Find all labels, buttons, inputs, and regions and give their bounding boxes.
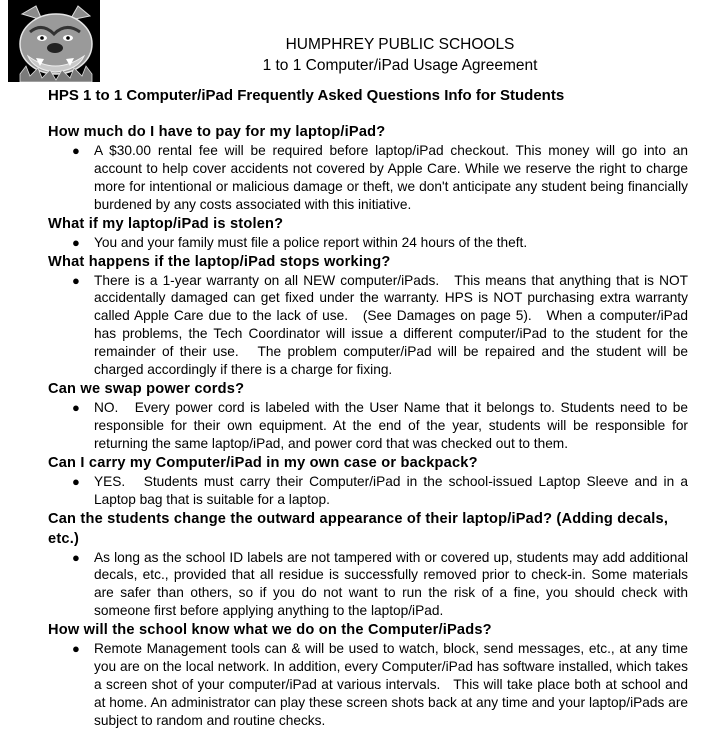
faq-question: How much do I have to pay for my laptop/iPad?	[48, 124, 386, 140]
agreement-title: 1 to 1 Computer/iPad Usage Agreement	[262, 57, 538, 74]
faq-answer-list	[48, 234, 688, 252]
faq-answer: ● NO. Every power cord is labeled with the User Name that it belongs to. Students need to be responsible for their own equipment. At the end of the year, students will be responsible for returning the same laptop/iPad, and power cord that was checked out to them.	[72, 399, 692, 451]
faq-answer-list	[48, 549, 692, 621]
faq-answer: ● YES. Students must carry their Computer/iPad in the school-issued Laptop Sleeve and in a Laptop bag that is suitable for a laptop.	[72, 473, 692, 507]
faq-answer: ● You and your family must file a police report within 24 hours of the theft.	[72, 234, 528, 250]
faq-answer-list	[48, 272, 692, 379]
faq-question: What happens if the laptop/iPad stops working?	[48, 253, 391, 270]
faq-answer: ● There is a 1-year warranty on all NEW computer/iPads. This means that anything that is NOT accidentally damaged can get fixed under the warranty. HPS is NOT purchasing extra warranty called Apple Care due to the lack of use. (See Damages on page 5). When a computer/iPad has problems, the Tech Coordinator will issue a different computer/iPad to the student for the remainder of their use. The problem computer/iPad will be repaired and the student will be charged accordingly if there is a charge for fixing.	[72, 272, 692, 378]
faq-answer-list	[48, 142, 692, 214]
bullet-icon: ●	[72, 549, 80, 565]
faq-answer-list	[48, 399, 692, 453]
school-name: HUMPHREY PUBLIC SCHOOLS	[285, 36, 515, 53]
bullet-icon: ●	[72, 399, 80, 415]
faq-question: How will the school know what we do on the Computer/iPads?	[48, 622, 492, 639]
faq-answer: ● As long as the school ID labels are not tampered with or covered up, students may add additional decals, etc., provided that all residue is successfully removed prior to check-in. Some materials are safer than others, so if you do not want to run the risk of a fine, you should check with someone first before applying anything to the laptop/iPad.	[72, 549, 692, 619]
page-title: HPS 1 to 1 Computer/iPad Frequently Asked Questions Info for Students	[48, 87, 565, 104]
faq-answer-list	[48, 473, 692, 509]
faq-answer-list	[48, 640, 692, 730]
bullet-icon: ●	[72, 272, 80, 288]
faq-question: Can we swap power cords?	[48, 380, 245, 397]
faq-question: Can the students change the outward appearance of their laptop/iPad? (Adding decals, etc.)	[48, 510, 669, 547]
faq-answer: ● A $30.00 rental fee will be required before laptop/iPad checkout. This money will go into an account to help cover accidents not covered by Apple Care. While we reserve the right to charge more for intentional or malicious damage or theft, we don't anticipate any student being financially burdened by any costs associated with this initiative.	[72, 143, 692, 212]
faq-answer: ● Remote Management tools can & will be used to watch, block, send messages, etc., at any time you are on the local network. In addition, every Computer/iPad has software installed, which takes a screen shot of your computer/iPad at various intervals. This will take place both at school and at home. An administrator can play these screen shots back at any time and your laptop/iPads are subject to random and routine checks.	[72, 641, 692, 728]
faq-question: Can I carry my Computer/iPad in my own case or backpack?	[48, 454, 478, 471]
faq-question: What if my laptop/iPad is stolen?	[48, 215, 284, 232]
bullet-icon: ●	[72, 641, 80, 657]
bullet-icon: ●	[72, 234, 80, 250]
document-header	[0, 34, 707, 76]
faq-content	[48, 85, 692, 730]
bullet-icon: ●	[72, 143, 80, 158]
bullet-icon: ●	[72, 473, 80, 489]
